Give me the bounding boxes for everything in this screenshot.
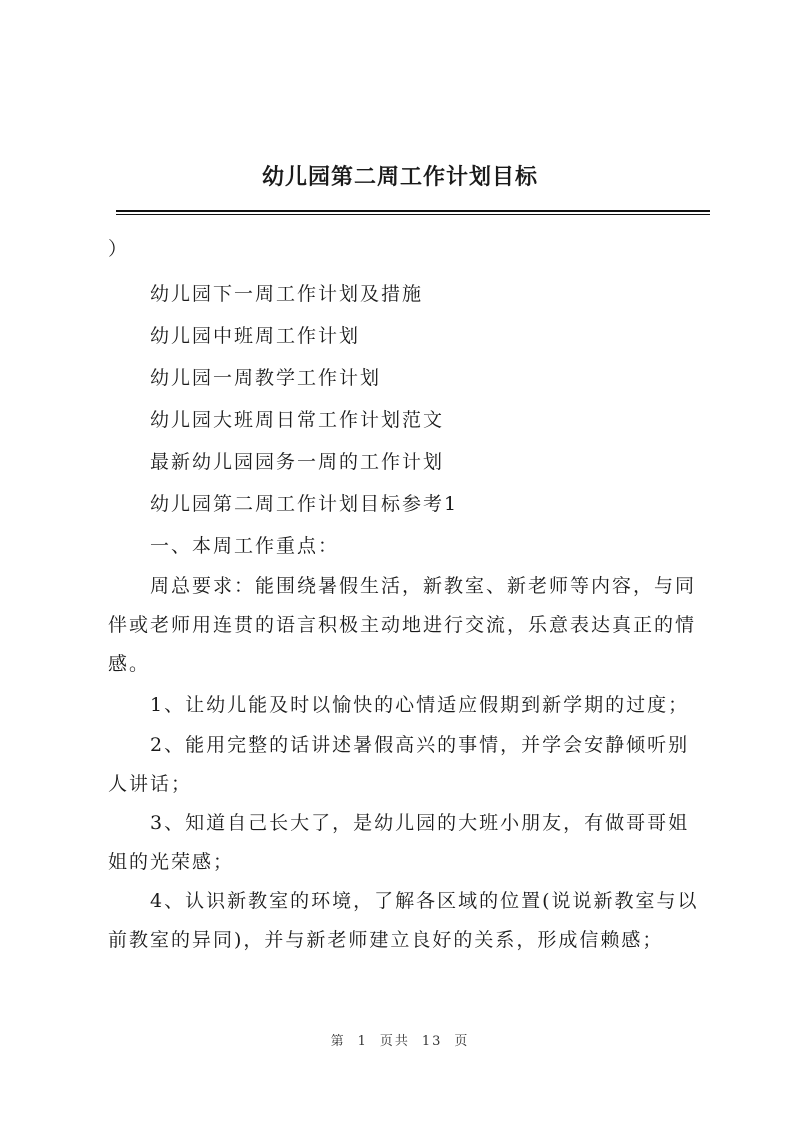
- related-link-2: 幼儿园中班周工作计划: [150, 325, 361, 347]
- related-link-1: 幼儿园下一周工作计划及措施: [150, 283, 424, 305]
- list-item-4: 4、认识新教室的环境，了解各区域的位置(说说新教室与以前教室的异同)，并与新老师建立良好的关系，形成信赖感；: [108, 890, 699, 951]
- document-title: 幼儿园第二周工作计划目标: [261, 165, 538, 190]
- title-rule-thin: [116, 214, 710, 215]
- document-body: [108, 228, 708, 960]
- footer-page-number: 1: [357, 1034, 368, 1049]
- footer-prefix: 第: [330, 1034, 346, 1049]
- paragraph-closing-paren: ）: [108, 238, 130, 260]
- footer-suffix: 页: [454, 1034, 470, 1049]
- related-link-5: 最新幼儿园园务一周的工作计划: [150, 451, 445, 473]
- list-item-3: 3、知道自己长大了，是幼儿园的大班小朋友，有做哥哥姐姐的光荣感；: [108, 812, 690, 873]
- related-link-4: 幼儿园大班周日常工作计划范文: [150, 409, 445, 431]
- section-heading-focus: 一、本周工作重点：: [150, 535, 340, 557]
- section-reference-heading: 幼儿园第二周工作计划目标参考1: [150, 493, 459, 515]
- title-rule-thick: [116, 210, 710, 212]
- footer-middle: 页共: [379, 1034, 410, 1049]
- footer-total-pages: 13: [421, 1034, 443, 1049]
- list-item-1: 1、让幼儿能及时以愉快的心情适应假期到新学期的过度；: [150, 694, 690, 716]
- paragraph-weekly-requirement: 周总要求：能围绕暑假生活，新教室、新老师等内容，与同伴或老师用连贯的语言积极主动地进行交流，乐意表达真正的情感。: [108, 575, 697, 675]
- related-link-3: 幼儿园一周教学工作计划: [150, 367, 382, 389]
- page-footer: [0, 1030, 800, 1049]
- list-item-2: 2、能用完整的话讲述暑假高兴的事情，并学会安静倾听别人讲话；: [108, 734, 690, 795]
